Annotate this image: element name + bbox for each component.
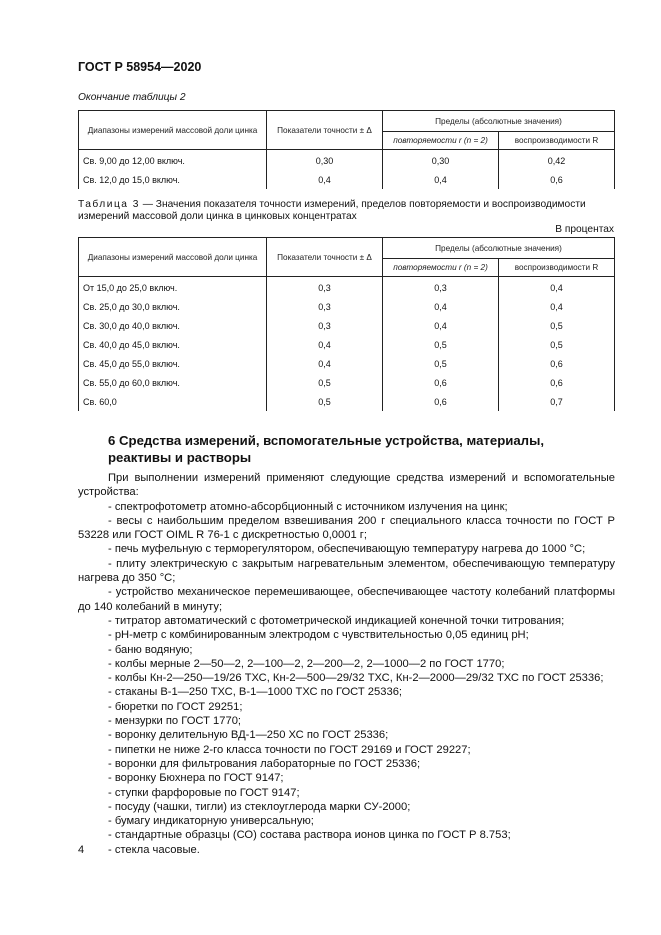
table-row [79, 277, 615, 298]
repeatability-cell: 0,30 [383, 150, 499, 171]
list-item: - печь муфельную с терморегулятором, обеспечивающую температуру нагрева до 1000 °С; [108, 543, 586, 556]
list-item: - воронку делительную ВД-1—250 ХС по ГОСТ 25336; [108, 729, 389, 742]
accuracy-cell: 0,3 [267, 277, 383, 298]
reproducibility-cell: 0,4 [499, 277, 615, 298]
list-item: - мензурки по ГОСТ 1770; [108, 715, 242, 728]
table3 [78, 237, 615, 411]
repeatability-cell: 0,5 [383, 335, 499, 354]
table3-header-range: Диапазоны измерений массовой доли цинка [79, 238, 267, 277]
list-item: - бюретки по ГОСТ 29251; [108, 700, 243, 713]
repeatability-cell: 0,4 [383, 170, 499, 189]
table3-unit: В процентах [555, 224, 614, 235]
table-row [79, 150, 615, 171]
table-row [79, 354, 615, 373]
accuracy-cell: 0,5 [267, 392, 383, 411]
list-item: - колбы Кн-2—250—19/26 ТХС, Кн-2—500—29/32 ТХС, Кн-2—2000—29/32 ТХС по ГОСТ 25336; [108, 672, 604, 685]
list-item: - баню водяную; [108, 643, 193, 656]
table2 [78, 110, 615, 189]
table-row [79, 373, 615, 392]
range-cell: Св. 60,0 [79, 392, 267, 411]
reproducibility-cell: 0,6 [499, 373, 615, 392]
table3-header-reprod: воспроизводимости R [499, 259, 615, 277]
accuracy-cell: 0,4 [267, 335, 383, 354]
repeatability-cell: 0,4 [383, 316, 499, 335]
list-item: - плиту электрическую с закрытым нагревательным элементом, обеспечивающую температуру нагрева до 350 °С; [78, 557, 615, 585]
table-row [79, 316, 615, 335]
repeatability-cell: 0,6 [383, 392, 499, 411]
list-item: - стандартные образцы (СО) состава раствора ионов цинка по ГОСТ Р 8.753; [108, 829, 511, 842]
table3-header-limits: Пределы (абсолютные значения) [383, 238, 615, 259]
document-header: ГОСТ Р 58954—2020 [78, 60, 202, 74]
reproducibility-cell: 0,5 [499, 335, 615, 354]
table3-caption [78, 199, 615, 223]
accuracy-cell: 0,4 [267, 170, 383, 189]
list-item: - бумагу индикаторную универсальную; [108, 815, 314, 828]
table2-caption: Окончание таблицы 2 [78, 92, 186, 103]
list-item: - весы с наибольшим пределом взвешивания 200 г специального класса точности по ГОСТ Р 53228 или ГОСТ OIML R 76-1 с дискретностью 0,0001 г; [78, 514, 615, 542]
list-item: - стекла часовые. [108, 843, 200, 856]
list-item: - титратор автоматический с фотометрической индикацией конечной точки титрования; [108, 614, 565, 627]
list-item: - колбы мерные 2—50—2, 2—100—2, 2—200—2, 2—1000—2 по ГОСТ 1770; [108, 657, 505, 670]
repeatability-cell: 0,5 [383, 354, 499, 373]
list-item: - ступки фарфоровые по ГОСТ 9147; [108, 786, 300, 799]
range-cell: Св. 55,0 до 60,0 включ. [79, 373, 267, 392]
table3-caption-label: Таблица 3 [78, 199, 140, 210]
reproducibility-cell: 0,7 [499, 392, 615, 411]
range-cell: От 15,0 до 25,0 включ. [79, 277, 267, 298]
list-item: - пипетки не ниже 2-го класса точности по ГОСТ 29169 и ГОСТ 29227; [108, 743, 471, 756]
table2-header-reprod: воспроизводимости R [499, 132, 615, 150]
table2-header-accuracy: Показатели точности ± Δ [267, 111, 383, 150]
range-cell: Св. 25,0 до 30,0 включ. [79, 297, 267, 316]
list-item: - воронку Бюхнера по ГОСТ 9147; [108, 772, 284, 785]
list-item: - воронки для фильтрования лабораторные по ГОСТ 25336; [108, 757, 421, 770]
table2-header-repeat: повторяемости r (n = 2) [383, 132, 499, 150]
table-row [79, 170, 615, 189]
accuracy-cell: 0,4 [267, 354, 383, 373]
accuracy-cell: 0,30 [267, 150, 383, 171]
section-title: 6 Средства измерений, вспомогательные устройства, материалы, реактивы и растворы [108, 433, 544, 465]
table3-header-repeat: повторяемости r (n = 2) [383, 259, 499, 277]
range-cell: Св. 12,0 до 15,0 включ. [79, 170, 267, 189]
repeatability-cell: 0,6 [383, 373, 499, 392]
reproducibility-cell: 0,6 [499, 354, 615, 373]
accuracy-cell: 0,3 [267, 316, 383, 335]
accuracy-cell: 0,3 [267, 297, 383, 316]
list-item: - посуду (чашки, тигли) из стеклоуглерода марки СУ-2000; [108, 800, 411, 813]
repeatability-cell: 0,4 [383, 297, 499, 316]
table2-header-range: Диапазоны измерений массовой доли цинка [79, 111, 267, 150]
range-cell: Св. 9,00 до 12,00 включ. [79, 150, 267, 171]
list-item: - pH-метр с комбинированным электродом с чувствительностью 0,05 единиц pH; [108, 629, 529, 642]
table-row [79, 297, 615, 316]
reproducibility-cell: 0,4 [499, 297, 615, 316]
list-item: - стаканы В-1—250 ТХС, В-1—1000 ТХС по ГОСТ 25336; [108, 686, 403, 699]
range-cell: Св. 45,0 до 55,0 включ. [79, 354, 267, 373]
section-body [78, 471, 615, 857]
reproducibility-cell: 0,42 [499, 150, 615, 171]
table2-header-limits: Пределы (абсолютные значения) [383, 111, 615, 132]
range-cell: Св. 40,0 до 45,0 включ. [79, 335, 267, 354]
table-row [79, 392, 615, 411]
list-item: - устройство механическое перемешивающее, обеспечивающее частоту колебаний платформы до 140 колебаний в минуту; [78, 586, 615, 613]
range-cell: Св. 30,0 до 40,0 включ. [79, 316, 267, 335]
list-item: - спектрофотометр атомно-абсорбционный с источником излучения на цинк; [108, 500, 508, 513]
table3-header-accuracy: Показатели точности ± Δ [267, 238, 383, 277]
reproducibility-cell: 0,5 [499, 316, 615, 335]
reproducibility-cell: 0,6 [499, 170, 615, 189]
table-row [79, 335, 615, 354]
section-intro: При выполнении измерений применяют следующие средства измерений и вспомогательные устройства: [78, 472, 615, 499]
table3-caption-text: — Значения показателя точности измерений, пределов повторяемости и воспроизводимости измерений массовой доли цинка в цинковых концентратах [78, 199, 586, 222]
accuracy-cell: 0,5 [267, 373, 383, 392]
page-number: 4 [78, 844, 85, 856]
repeatability-cell: 0,3 [383, 277, 499, 298]
